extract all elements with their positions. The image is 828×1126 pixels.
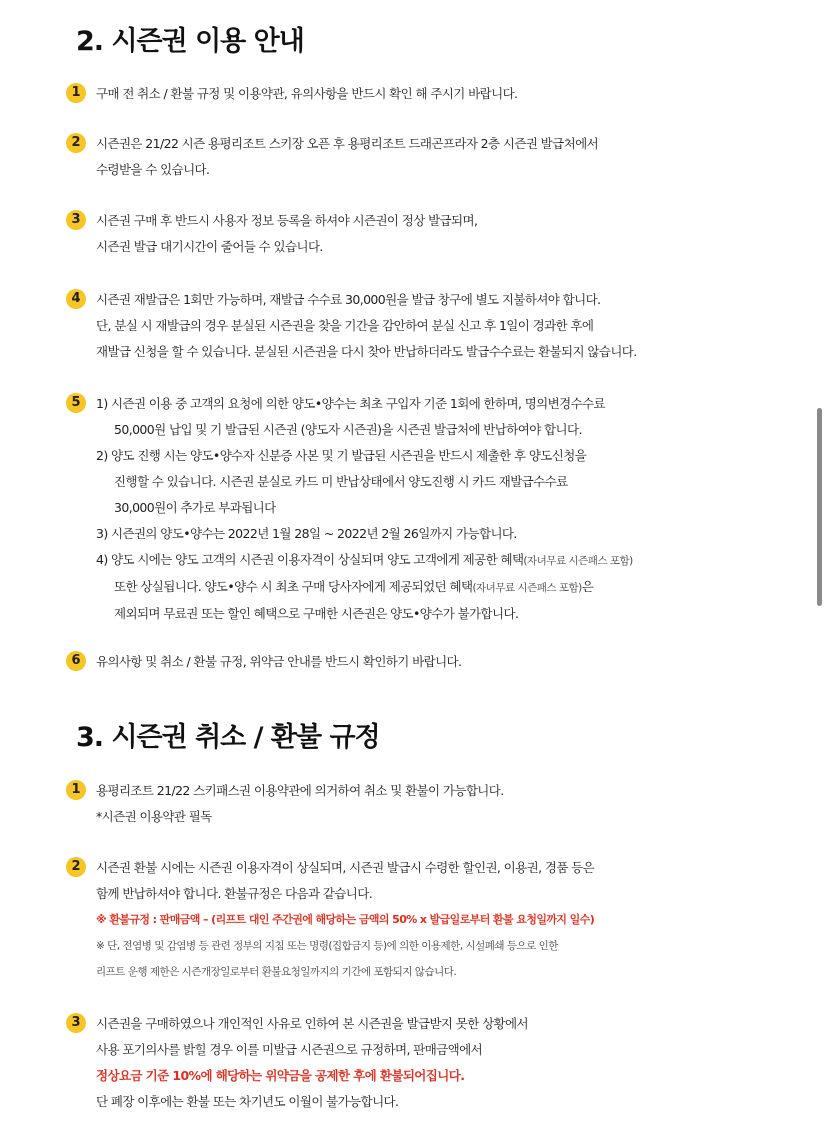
item-text: 또한 상실됩니다. 양도•양수 시 최초 구매 당사자에게 제공되었던 혜택 <box>114 579 473 594</box>
item-text: 시즌권 구매 후 반드시 사용자 정보 등록을 하셔야 시즌권이 정상 발급되며, <box>96 213 478 228</box>
item-text: 수령받을 수 있습니다. <box>96 162 210 177</box>
item-text: 단 폐장 이후에는 환불 또는 차기년도 이월이 불가능합니다. <box>96 1094 399 1109</box>
item-text-with-note <box>96 547 633 574</box>
section-3-title: 3. 시즌권 취소 / 환불 규정 <box>76 722 380 753</box>
item-text: 진행할 수 있습니다. 시즌권 분실로 카드 미 반납상태에서 양도진행 시 카드 재발급수수료 <box>114 474 568 489</box>
item-text: 1) 시즌권 이용 중 고객의 요청에 의한 양도•양수는 최초 구입자 기준 1회에 한하며, 명의변경수수료 <box>96 396 606 411</box>
number-badge: 3 <box>66 1013 86 1033</box>
item-text: 시즌권 재발급은 1회만 가능하며, 재발급 수수료 30,000원을 발급 창구에 별도 지불하셔야 합니다. <box>96 292 601 307</box>
refund-rule-text: ※ 환불규정 : 판매금액 – (리프트 대인 주간권에 해당하는 금액의 50% x 발급일로부터 환불 요청일까지 일수) <box>96 913 595 926</box>
number-badge: 6 <box>66 651 86 671</box>
item-text: 시즌권은 21/22 시즌 용평리조트 스키장 오픈 후 용평리조트 드래곤프라자 2층 시즌권 발급처에서 <box>96 136 599 151</box>
item-text: 시즌권 환불 시에는 시즌권 이용자격이 상실되며, 시즌권 발급시 수령한 할인권, 이용권, 경품 등은 <box>96 860 595 875</box>
item-text: 제외되며 무료권 또는 할인 혜택으로 구매한 시즌권은 양도•양수가 불가합니다. <box>114 606 519 621</box>
penalty-text: 정상요금 기준 10%에 해당하는 위약금을 공제한 후에 환불되어집니다. <box>96 1068 465 1083</box>
number-badge: 2 <box>66 133 86 153</box>
item-text: 4) 양도 시에는 양도 고객의 시즌권 이용자격이 상실되며 양도 고객에게 제공한 혜택 <box>96 552 524 567</box>
item-text-with-note <box>96 574 633 601</box>
number-badge: 4 <box>66 289 86 309</box>
item-text: *시즌권 이용약관 필독 <box>96 809 212 824</box>
vertical-scrollbar[interactable] <box>817 408 822 606</box>
item-text: 3) 시즌권의 양도•양수는 2022년 1월 28일 ~ 2022년 2월 26일까지 가능합니다. <box>96 526 517 541</box>
item-text: 구매 전 취소 / 환불 규정 및 이용약관, 유의사항을 반드시 확인 해 주시기 바랍니다. <box>96 86 518 101</box>
item-note: 리프트 운행 제한은 시즌개장일로부터 환불요청일까지의 기간에 포함되지 않습니다. <box>96 966 457 978</box>
item-note: (자녀무료 시즌패스 포함) <box>523 555 633 567</box>
item-text: 재발급 신청을 할 수 있습니다. 분실된 시즌권을 다시 찾아 반납하더라도 발급수수료는 환불되지 않습니다. <box>96 344 637 359</box>
number-badge: 3 <box>66 210 86 230</box>
item-text: 용평리조트 21/22 스키패스권 이용약관에 의거하여 취소 및 환불이 가능합니다. <box>96 783 504 798</box>
item-text: 사용 포기의사를 밝힐 경우 이를 미발급 시즌권으로 규정하며, 판매금액에서 <box>96 1042 483 1057</box>
item-note: ※ 단, 전염병 및 감염병 등 관련 정부의 지침 또는 명령(집합금지 등)에 의한 이용제한, 시설폐쇄 등으로 인한 <box>96 940 558 952</box>
item-text: 30,000원이 추가로 부과됩니다 <box>114 500 276 515</box>
item-note: (자녀무료 시즌패스 포함) <box>472 582 582 594</box>
number-badge: 5 <box>66 393 86 413</box>
item-text: 유의사항 및 취소 / 환불 규정, 위약금 안내를 반드시 확인하기 바랍니다. <box>96 654 462 669</box>
item-text: 시즌권을 구매하였으나 개인적인 사유로 인하여 본 시즌권을 발급받지 못한 상황에서 <box>96 1016 528 1031</box>
number-badge: 1 <box>66 83 86 103</box>
item-text: 은 <box>581 579 594 594</box>
number-badge: 2 <box>66 857 86 877</box>
item-text: 시즌권 발급 대기시간이 줄어들 수 있습니다. <box>96 239 323 254</box>
item-text: 50,000원 납입 및 기 발급된 시즌권 (양도자 시즌권)을 시즌권 발급처에 반납하여야 합니다. <box>114 422 582 437</box>
item-text: 함께 반납하셔야 합니다. 환불규정은 다음과 같습니다. <box>96 886 373 901</box>
item-text: 단, 분실 시 재발급의 경우 분실된 시즌권을 찾을 기간을 감안하여 분실 신고 후 1일이 경과한 후에 <box>96 318 594 333</box>
item-text: 2) 양도 진행 시는 양도•양수자 신분증 사본 및 기 발급된 시즌권을 반드시 제출한 후 양도신청을 <box>96 448 587 463</box>
section-2-title: 2. 시즌권 이용 안내 <box>76 26 304 57</box>
number-badge: 1 <box>66 780 86 800</box>
